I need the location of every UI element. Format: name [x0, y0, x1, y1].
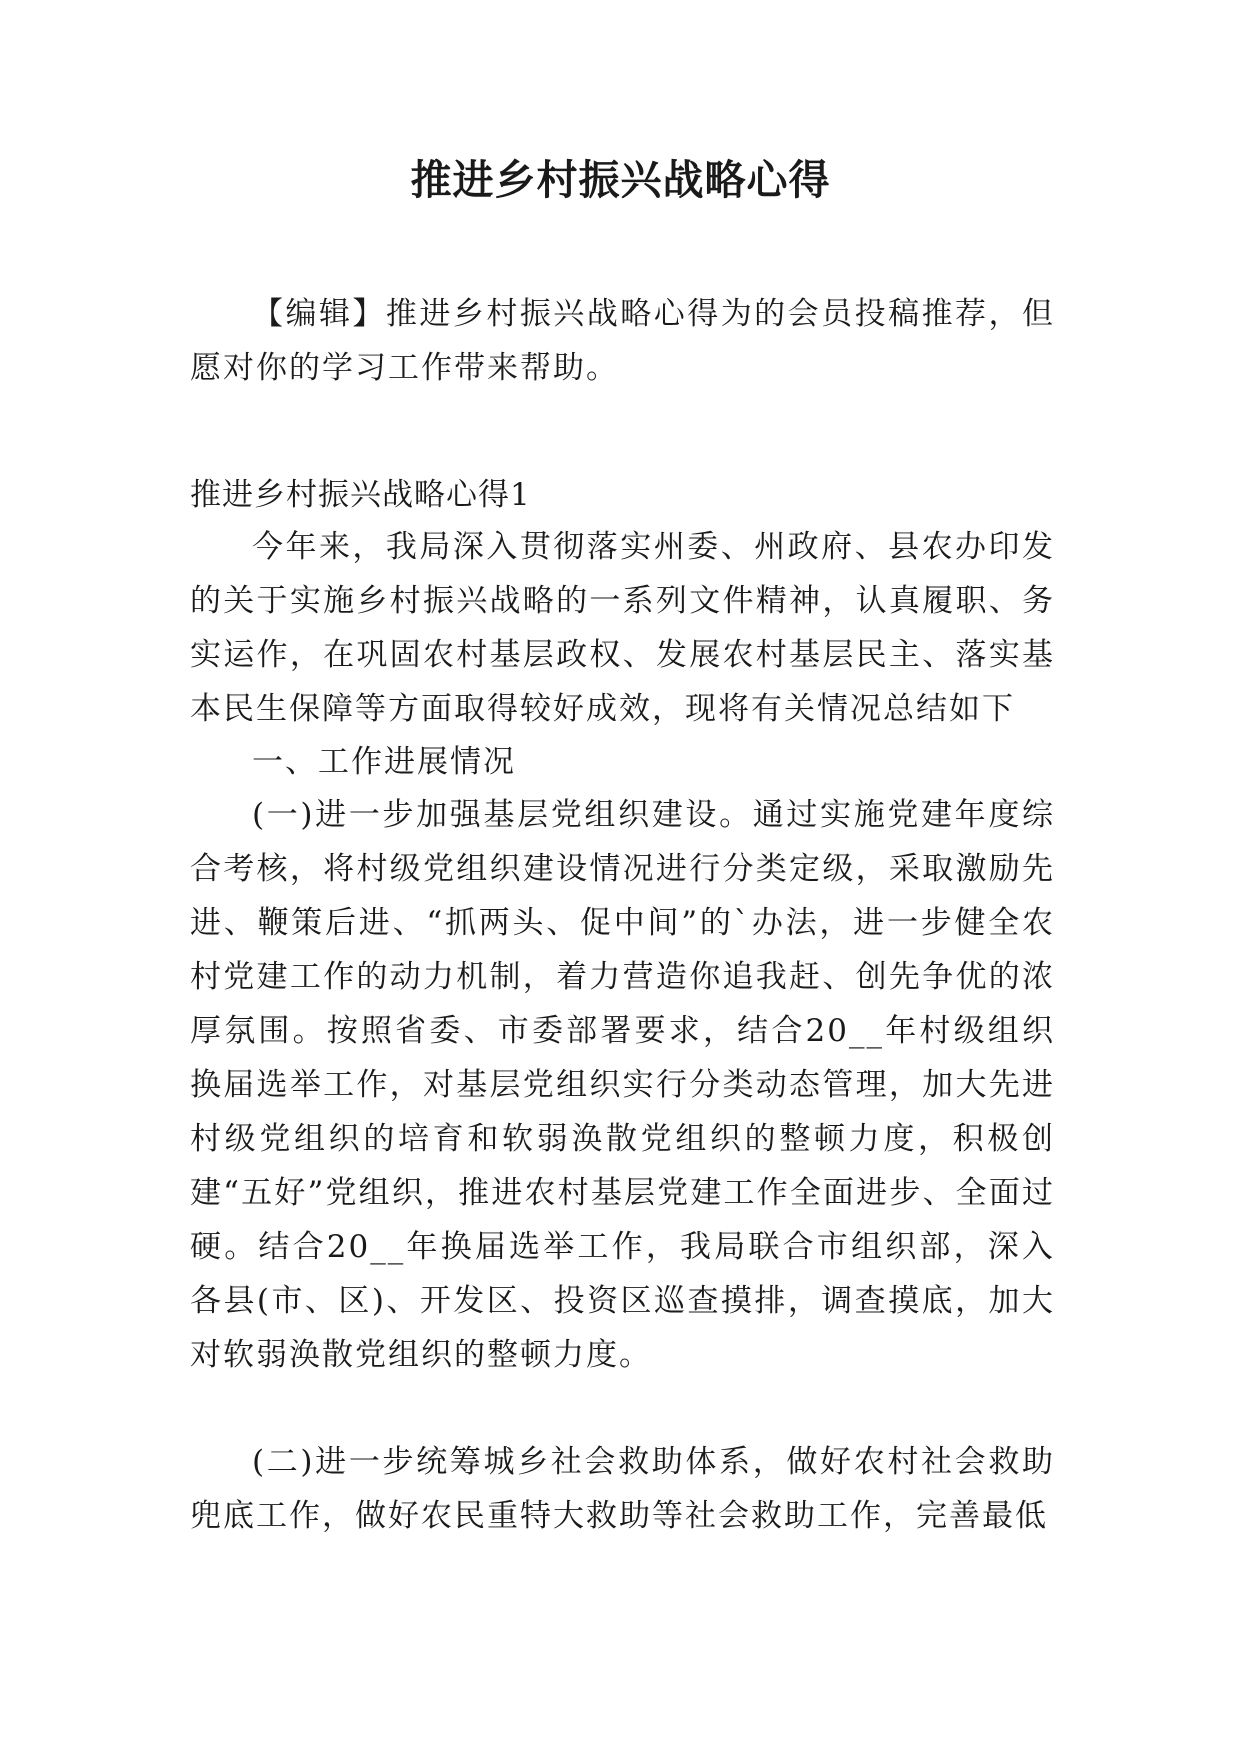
body-paragraph: (二)进一步统筹城乡社会救助体系，做好农村社会救助兜底工作，做好农民重特大救助等社会救助工作，完善最低	[190, 1444, 1055, 1534]
body-paragraph: 一、工作进展情况	[252, 744, 516, 780]
body-paragraph: 今年来，我局深入贯彻落实州委、州政府、县农办印发的关于实施乡村振兴战略的一系列文件精神，认真履职、务实运作，在巩固农村基层政权、发展农村基层民主、落实基本民生保障等方面取得较好成效，现将有关情况总结如下	[190, 529, 1055, 727]
section-heading: 推进乡村振兴战略心得1	[190, 477, 531, 513]
body-paragraph: (一)进一步加强基层党组织建设。通过实施党建年度综合考核，将村级党组织建设情况进行分类定级，采取激励先进、鞭策后进、“抓两头、促中间”的`办法，进一步健全农村党建工作的动力机制，着力营造你追我赶、创先争优的浓厚氛围。按照省委、市委部署要求，结合20__年村级组织换届选举工作，对基层党组织实行分类动态管理，加大先进村级党组织的培育和软弱涣散党组织的整顿力度，积极创建“五好”党组织，推进农村基层党建工作全面进步、全面过硬。结合20__年换届选举工作，我局联合市组织部，深入各县(市、区)、开发区、投资区巡查摸排，调查摸底，加大对软弱涣散党组织的整顿力度。	[190, 797, 1055, 1373]
editor-note: 【编辑】推进乡村振兴战略心得为的会员投稿推荐，但愿对你的学习工作带来帮助。	[190, 296, 1055, 386]
document-title: 推进乡村振兴战略心得	[410, 156, 831, 204]
